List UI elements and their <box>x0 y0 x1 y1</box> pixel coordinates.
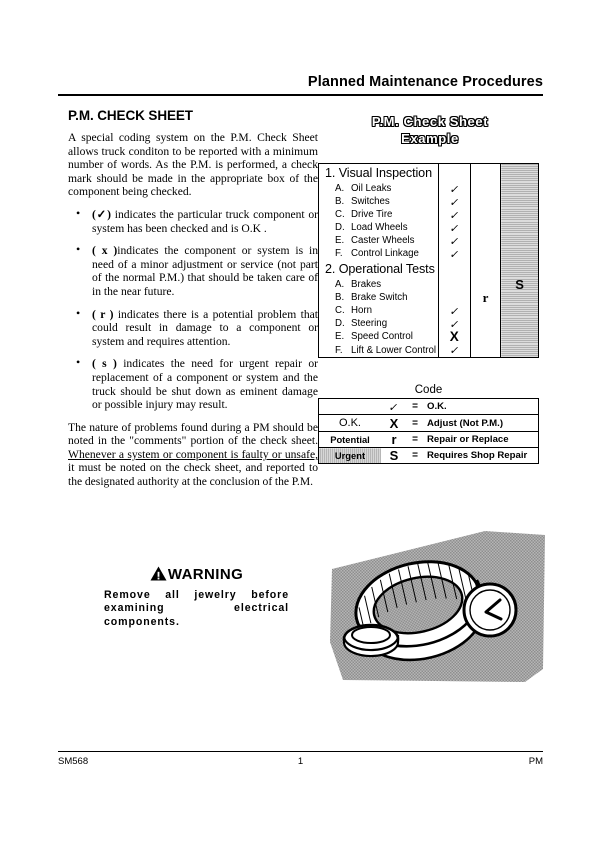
example-heading-line-1: P.M. Check Sheet <box>371 114 489 129</box>
bullet-symbol: ( r ) <box>92 307 114 321</box>
list-item <box>68 357 318 411</box>
cell-s[interactable] <box>501 317 538 330</box>
code-symbol: X <box>381 415 407 432</box>
cell-check[interactable] <box>438 221 470 234</box>
table-row <box>319 208 538 221</box>
cell-check[interactable] <box>438 291 470 304</box>
warning-triangle-icon <box>150 566 167 585</box>
item-label <box>319 234 438 247</box>
bullet-text: indicates there is a potential problem that could result in damage to a component or system and requires attention. <box>92 307 318 348</box>
cell-r[interactable] <box>470 317 500 330</box>
list-item <box>68 205 319 235</box>
table-row <box>319 330 538 344</box>
table-row <box>319 448 538 464</box>
intro-paragraph: A special coding system on the P.M. Check Sheet allows truck conditon to be reported with a minimum number of words. As the P.M. is performed, a check mark should be made in the appropriate box of the component being checked. <box>68 131 318 199</box>
cell-s[interactable] <box>501 208 538 221</box>
table-row <box>319 344 538 357</box>
warning-block <box>104 566 289 629</box>
item-label <box>319 304 438 317</box>
cell-check[interactable] <box>438 208 470 221</box>
table-section-header-row <box>319 164 538 182</box>
item-letter: F. <box>335 248 343 259</box>
header-rule <box>58 94 543 96</box>
closing-underlined: Whenever a system or component is faulty or unsafe, <box>68 447 318 461</box>
bullet-symbol: ( s ) <box>92 357 117 371</box>
item-letter: D. <box>335 318 345 329</box>
bullet-text: indicates the need for urgent repair or replacement of a component or system and the truck should be shut down as eminent damage or possible injury may result. <box>92 357 318 412</box>
cell-check[interactable] <box>438 182 470 195</box>
cell-s[interactable] <box>501 260 538 278</box>
bullet-symbol: (✓) <box>92 207 112 221</box>
check-mark: ✓ <box>448 247 461 261</box>
item-name: Control Linkage <box>351 248 419 259</box>
code-symbol <box>381 399 407 415</box>
code-description: Requires Shop Repair <box>427 450 528 461</box>
cell-check[interactable] <box>438 234 470 247</box>
bullet-dot: • <box>76 355 81 370</box>
cell-r[interactable] <box>470 164 500 182</box>
code-symbol: r <box>381 432 407 448</box>
code-equals: = <box>407 415 423 432</box>
cell-check[interactable] <box>438 344 470 357</box>
cell-r[interactable] <box>470 247 500 260</box>
item-letter: B. <box>335 196 345 207</box>
bullet-dot: • <box>76 305 81 320</box>
code-category: O.K. <box>319 415 381 432</box>
item-name: Speed Control <box>351 331 413 343</box>
item-label <box>319 317 438 330</box>
cell-r[interactable] <box>470 330 500 344</box>
bullet-text: indicates the component or system is in need of a minor adjustment or service (not part of the normal P.M.) that should be taken care of in the near future. <box>92 244 318 298</box>
code-category: Urgent <box>319 448 381 464</box>
footer-page-number: 1 <box>297 756 304 767</box>
x-mark: X <box>449 329 459 344</box>
table-row <box>319 195 538 208</box>
table-row <box>319 415 538 432</box>
check-mark: ✓ <box>448 182 461 196</box>
cell-s[interactable] <box>501 182 538 195</box>
item-label <box>319 278 438 291</box>
table-row <box>319 304 538 317</box>
cell-s[interactable] <box>501 330 538 344</box>
item-letter: E. <box>335 235 345 246</box>
cell-r[interactable] <box>470 304 500 317</box>
item-label <box>319 208 438 221</box>
warning-text: Remove all jewelry before examining electrical components. <box>104 589 289 628</box>
item-letter: C. <box>335 209 345 220</box>
cell-check[interactable] <box>438 304 470 317</box>
cell-s[interactable] <box>501 164 538 182</box>
check-mark: ✓ <box>448 195 461 209</box>
cell-s[interactable] <box>501 221 538 234</box>
code-equals: = <box>407 432 423 448</box>
check-mark: ✓ <box>448 317 461 331</box>
cell-check[interactable] <box>438 164 470 182</box>
cell-check[interactable] <box>438 317 470 330</box>
check-mark: ✓ <box>448 344 461 357</box>
cell-check[interactable] <box>438 260 470 278</box>
code-category: Potential <box>319 432 381 448</box>
table-row <box>319 247 538 260</box>
table-row <box>319 234 538 247</box>
warning-title-text: WARNING <box>167 566 244 583</box>
item-letter: D. <box>335 222 345 233</box>
code-description: Repair or Replace <box>423 432 538 448</box>
page-title: P.M. CHECK SHEET <box>68 108 193 123</box>
cell-r[interactable] <box>470 344 500 357</box>
item-label <box>319 247 438 260</box>
item-letter: A. <box>335 279 345 290</box>
closing-part-2: it must be noted on the check sheet, and reported to the designated authority at the conclusion of the P.M. <box>68 461 318 489</box>
item-name: Switches <box>351 196 390 207</box>
warning-title <box>104 566 289 585</box>
table-section-header-row <box>319 260 538 278</box>
footer-rule <box>58 751 543 752</box>
item-label <box>319 221 438 234</box>
running-head: Planned Maintenance Procedures <box>307 74 543 90</box>
item-letter: B. <box>335 292 345 303</box>
body-column <box>68 131 318 498</box>
cell-r[interactable] <box>470 182 500 195</box>
section-heading: 1. Visual Inspection <box>325 166 432 180</box>
cell-s[interactable] <box>501 278 538 291</box>
item-name: Caster Wheels <box>351 235 415 246</box>
check-mark: ✓ <box>448 234 461 248</box>
table-row <box>319 278 538 291</box>
check-sheet-table <box>318 163 539 358</box>
list-item <box>68 244 318 298</box>
cell-s[interactable] <box>501 195 538 208</box>
code-description: O.K. <box>423 399 538 415</box>
cell-r[interactable] <box>470 208 500 221</box>
cell-check[interactable] <box>438 330 470 344</box>
cell-check[interactable] <box>438 195 470 208</box>
item-letter: E. <box>335 331 345 343</box>
table-row <box>319 221 538 234</box>
code-category <box>319 399 381 415</box>
table-row <box>319 291 538 304</box>
cell-r[interactable] <box>470 195 500 208</box>
footer-section-code: PM <box>528 756 543 767</box>
cell-r[interactable] <box>470 260 500 278</box>
cell-check[interactable] <box>438 278 470 291</box>
bullet-text: indicates the particular truck component or system has been checked and is O.K . <box>92 207 319 235</box>
item-name: Brake Switch <box>351 292 408 303</box>
cell-r[interactable] <box>470 221 500 234</box>
cell-r[interactable] <box>470 291 500 304</box>
check-mark: ✓ <box>448 208 461 222</box>
code-legend-table <box>318 398 539 464</box>
check-mark: ✓ <box>448 221 461 235</box>
footer-document-number: SM568 <box>58 756 89 767</box>
item-name: Drive Tire <box>351 209 393 220</box>
item-label <box>319 291 438 304</box>
item-letter: A. <box>335 183 345 194</box>
cell-check[interactable] <box>438 247 470 260</box>
item-name: Lift & Lower Control <box>351 344 437 356</box>
cell-s[interactable] <box>501 234 538 247</box>
code-symbol: S <box>389 448 399 463</box>
code-equals: = <box>407 399 423 415</box>
item-letter: F. <box>335 344 343 356</box>
code-description: Adjust (Not P.M.) <box>423 415 538 432</box>
cell-s[interactable] <box>501 247 538 260</box>
table-row <box>319 182 538 195</box>
jewelry-watch-and-ring-illustration <box>300 522 545 694</box>
check-mark: ✓ <box>388 401 400 414</box>
item-name: Steering <box>351 318 388 329</box>
bullet-dot: • <box>76 205 81 220</box>
item-label <box>319 182 438 195</box>
item-label <box>319 344 438 357</box>
table-row <box>319 432 538 448</box>
check-mark: ✓ <box>448 304 461 318</box>
item-name: Brakes <box>351 279 382 290</box>
code-table-caption: Code <box>414 384 443 396</box>
r-mark: r <box>482 290 489 305</box>
table-row <box>319 317 538 330</box>
bullet-dot: • <box>76 242 81 257</box>
item-name: Horn <box>351 305 372 316</box>
cell-s[interactable] <box>501 291 538 304</box>
item-label <box>319 195 438 208</box>
item-letter: C. <box>335 305 345 316</box>
item-name: Load Wheels <box>351 222 408 233</box>
example-heading <box>330 113 530 147</box>
list-item <box>68 305 318 349</box>
section-heading: 2. Operational Tests <box>325 262 435 276</box>
cell-r[interactable] <box>470 234 500 247</box>
closing-paragraph <box>68 421 318 489</box>
code-equals: = <box>412 450 418 461</box>
closing-part-1: The nature of problems found during a PM should be noted in the "comments" portion of the check sheet. <box>68 420 318 448</box>
example-heading-line-2: Example <box>401 131 459 146</box>
code-bullet-list <box>68 205 319 412</box>
cell-s[interactable] <box>501 344 538 357</box>
item-label <box>319 330 438 344</box>
s-mark: S <box>515 277 524 292</box>
table-row <box>319 399 538 415</box>
item-name: Oil Leaks <box>351 183 392 194</box>
bullet-symbol: ( x ) <box>92 244 118 258</box>
cell-s[interactable] <box>501 304 538 317</box>
